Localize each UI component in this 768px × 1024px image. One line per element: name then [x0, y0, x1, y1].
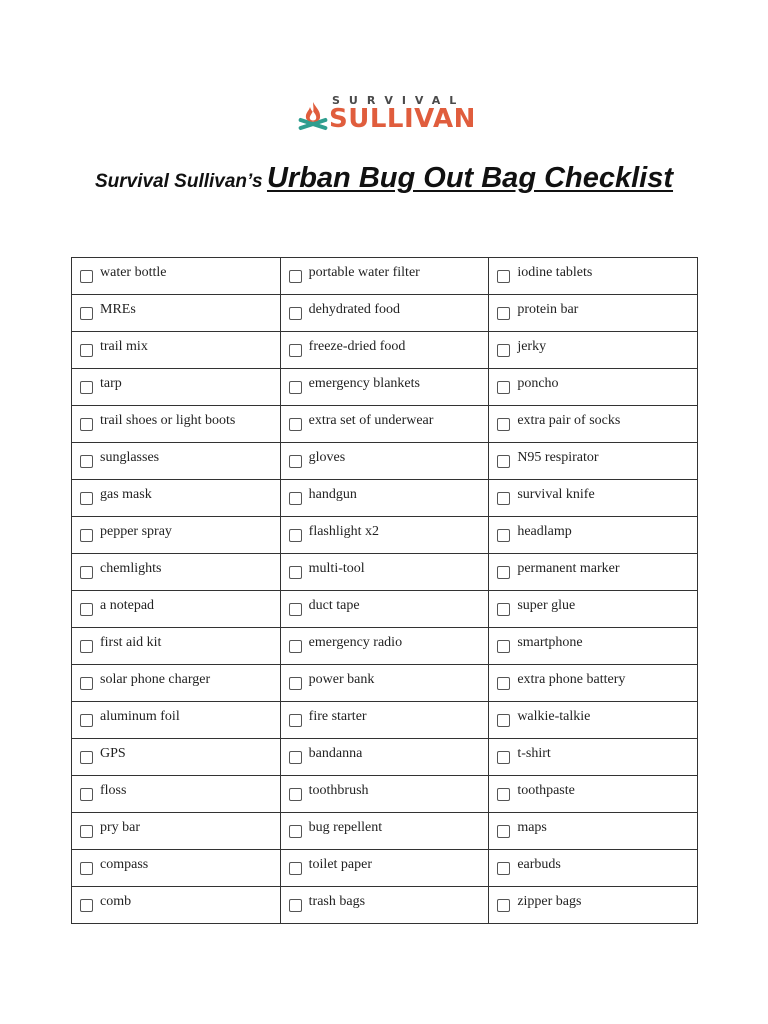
checklist-item — [489, 813, 697, 838]
checklist-item-label: toothpaste — [517, 783, 575, 798]
checklist-item — [72, 813, 280, 838]
checkbox[interactable] — [80, 344, 93, 357]
checklist-cell — [280, 850, 489, 887]
checklist-cell — [280, 739, 489, 776]
checklist-item-label: chemlights — [100, 561, 162, 576]
table-row — [72, 517, 698, 554]
checklist-item — [281, 258, 489, 283]
checklist-item-label: trail mix — [100, 339, 148, 354]
checkbox[interactable] — [80, 899, 93, 912]
checkbox[interactable] — [497, 603, 510, 616]
checklist-item-label: MREs — [100, 302, 136, 317]
checklist-cell — [280, 591, 489, 628]
checkbox[interactable] — [80, 825, 93, 838]
checklist-cell — [489, 813, 698, 850]
checklist-cell — [489, 591, 698, 628]
table-row — [72, 332, 698, 369]
table-row — [72, 295, 698, 332]
checklist-cell — [489, 480, 698, 517]
checklist-cell — [489, 258, 698, 295]
checkbox[interactable] — [80, 492, 93, 505]
checklist-cell — [280, 554, 489, 591]
checklist-table — [71, 257, 698, 924]
checklist-cell — [72, 628, 281, 665]
checklist-item-label: bandanna — [308, 746, 363, 761]
checklist-item — [281, 776, 489, 801]
checklist-item-label: floss — [100, 783, 127, 798]
checkbox[interactable] — [289, 788, 302, 801]
checklist-cell — [280, 369, 489, 406]
table-row — [72, 776, 698, 813]
checklist-item — [489, 406, 697, 431]
checklist-cell — [72, 665, 281, 702]
table-row — [72, 369, 698, 406]
checklist-item-label: water bottle — [100, 265, 167, 280]
checklist-item — [72, 332, 280, 357]
checklist-item — [489, 739, 697, 764]
checklist-cell — [280, 332, 489, 369]
checklist-item-label: emergency blankets — [308, 376, 420, 391]
checklist-item — [281, 295, 489, 320]
checklist-item — [489, 628, 697, 653]
checklist-cell — [72, 702, 281, 739]
checkbox[interactable] — [289, 492, 302, 505]
checklist-item-label: extra set of underwear — [308, 413, 434, 428]
checkbox[interactable] — [497, 307, 510, 320]
checklist-item-label: earbuds — [517, 857, 561, 872]
checkbox[interactable] — [289, 529, 302, 542]
checklist-cell — [489, 628, 698, 665]
checkbox[interactable] — [289, 455, 302, 468]
checklist-cell — [489, 850, 698, 887]
checkbox[interactable] — [80, 381, 93, 394]
checklist-item — [72, 591, 280, 616]
checklist-item — [489, 295, 697, 320]
checklist-item — [72, 665, 280, 690]
checklist-cell — [489, 369, 698, 406]
checkbox[interactable] — [80, 751, 93, 764]
checklist-item — [489, 776, 697, 801]
checklist-item-label: jerky — [517, 339, 547, 354]
checklist-item — [72, 887, 280, 912]
checkbox[interactable] — [80, 529, 93, 542]
checklist-item-label: survival knife — [517, 487, 595, 502]
checklist-cell — [72, 850, 281, 887]
checklist-item-label: power bank — [308, 672, 375, 687]
checklist-cell — [280, 665, 489, 702]
checkbox[interactable] — [497, 788, 510, 801]
checklist-item-label: gloves — [308, 450, 346, 465]
checkbox[interactable] — [80, 862, 93, 875]
checklist-item-label: iodine tablets — [517, 265, 593, 280]
checklist-cell — [489, 702, 698, 739]
checklist-item — [281, 702, 489, 727]
checklist-item-label: gas mask — [100, 487, 152, 502]
checklist-item-label: headlamp — [517, 524, 572, 539]
checklist-item-label: a notepad — [100, 598, 155, 613]
checkbox[interactable] — [289, 603, 302, 616]
checklist-cell — [489, 295, 698, 332]
checkbox[interactable] — [497, 899, 510, 912]
table-row — [72, 406, 698, 443]
checklist-cell — [72, 406, 281, 443]
checklist-item-label: smartphone — [517, 635, 583, 650]
checklist-item-label: portable water filter — [308, 265, 420, 280]
checklist-item — [72, 554, 280, 579]
table-row — [72, 591, 698, 628]
logo-top-word: SURVIVAL — [332, 94, 466, 107]
checklist-item-label: protein bar — [517, 302, 579, 317]
checklist-item-label: first aid kit — [100, 635, 162, 650]
checklist-item-label: compass — [100, 857, 149, 872]
checkbox[interactable] — [497, 455, 510, 468]
checklist-item-label: walkie-talkie — [517, 709, 591, 724]
checklist-cell — [280, 258, 489, 295]
checklist-item — [281, 369, 489, 394]
checklist-item-label: fire starter — [308, 709, 367, 724]
checklist-cell — [72, 295, 281, 332]
checkbox[interactable] — [289, 825, 302, 838]
checklist-cell — [489, 887, 698, 924]
checklist-cell — [489, 517, 698, 554]
checklist-item — [72, 739, 280, 764]
checklist-item — [489, 554, 697, 579]
checklist-item-label: trash bags — [308, 894, 366, 909]
checkbox[interactable] — [80, 788, 93, 801]
checklist-cell — [489, 739, 698, 776]
checklist-item-label: emergency radio — [308, 635, 403, 650]
checklist-item-label: aluminum foil — [100, 709, 180, 724]
table-row — [72, 702, 698, 739]
checkbox[interactable] — [497, 640, 510, 653]
checklist-item — [281, 443, 489, 468]
checkbox[interactable] — [80, 677, 93, 690]
checklist-cell — [72, 776, 281, 813]
checklist-item-label: flashlight x2 — [308, 524, 380, 539]
checklist-item — [489, 258, 697, 283]
checklist-item — [72, 628, 280, 653]
checkbox[interactable] — [289, 418, 302, 431]
checklist-cell — [489, 776, 698, 813]
checklist-item — [281, 406, 489, 431]
checklist-cell — [72, 480, 281, 517]
checklist-item — [72, 517, 280, 542]
checklist-cell — [489, 665, 698, 702]
checklist-item — [489, 591, 697, 616]
checklist-item-label: duct tape — [308, 598, 360, 613]
checklist-cell — [280, 295, 489, 332]
checkbox[interactable] — [289, 677, 302, 690]
checklist-cell — [72, 332, 281, 369]
checkbox[interactable] — [289, 344, 302, 357]
checkbox[interactable] — [289, 714, 302, 727]
checkbox[interactable] — [289, 270, 302, 283]
logo-main-word: SULLIVAN — [329, 104, 476, 134]
checklist-item — [489, 517, 697, 542]
checkbox[interactable] — [289, 381, 302, 394]
checklist-item — [72, 258, 280, 283]
checklist-item — [281, 665, 489, 690]
checkbox[interactable] — [497, 344, 510, 357]
survival-sullivan-logo — [296, 96, 476, 136]
checklist-item — [72, 369, 280, 394]
checklist-cell — [72, 517, 281, 554]
checkbox[interactable] — [497, 492, 510, 505]
checklist-item — [72, 480, 280, 505]
checkbox[interactable] — [289, 862, 302, 875]
checklist-item-label: freeze-dried food — [308, 339, 406, 354]
checklist-cell — [72, 887, 281, 924]
checklist-item — [489, 887, 697, 912]
checklist-item — [281, 591, 489, 616]
table-row — [72, 813, 698, 850]
checklist-item — [281, 480, 489, 505]
checkbox[interactable] — [80, 714, 93, 727]
checkbox[interactable] — [497, 270, 510, 283]
checklist-item-label: t-shirt — [517, 746, 551, 761]
checkbox[interactable] — [289, 566, 302, 579]
checklist-item — [281, 887, 489, 912]
checkbox[interactable] — [289, 751, 302, 764]
checklist-item — [489, 665, 697, 690]
checklist-cell — [280, 813, 489, 850]
table-row — [72, 850, 698, 887]
checklist-item — [281, 554, 489, 579]
checklist-item-label: pry bar — [100, 820, 141, 835]
table-row — [72, 443, 698, 480]
checklist-item — [72, 295, 280, 320]
table-row — [72, 554, 698, 591]
checklist-cell — [72, 554, 281, 591]
checkbox[interactable] — [80, 455, 93, 468]
checklist-item-label: trail shoes or light boots — [100, 413, 236, 428]
checklist-cell — [72, 369, 281, 406]
checklist-item — [489, 702, 697, 727]
checklist-item-label: dehydrated food — [308, 302, 401, 317]
title-main: Urban Bug Out Bag Checklist — [266, 162, 674, 194]
checkbox[interactable] — [497, 714, 510, 727]
checklist-cell — [280, 480, 489, 517]
campfire-icon — [296, 98, 330, 134]
table-row — [72, 739, 698, 776]
checklist-item — [489, 443, 697, 468]
checklist-item-label: tarp — [100, 376, 122, 391]
checkbox[interactable] — [497, 566, 510, 579]
checkbox[interactable] — [497, 529, 510, 542]
checklist-item — [72, 443, 280, 468]
checklist-cell — [280, 628, 489, 665]
checkbox[interactable] — [80, 640, 93, 653]
checkbox[interactable] — [497, 862, 510, 875]
checklist-item-label: multi-tool — [308, 561, 365, 576]
checklist-item — [281, 332, 489, 357]
checklist-cell — [280, 887, 489, 924]
checkbox[interactable] — [80, 270, 93, 283]
checklist-item-label: toilet paper — [308, 857, 373, 872]
checkbox[interactable] — [80, 307, 93, 320]
page-title — [0, 162, 768, 195]
checklist-cell — [72, 443, 281, 480]
checklist-item-label: bug repellent — [308, 820, 383, 835]
checklist-item-label: GPS — [100, 746, 126, 761]
checklist-item — [281, 739, 489, 764]
checklist-item — [281, 517, 489, 542]
checklist-item — [489, 850, 697, 875]
checklist-item — [72, 850, 280, 875]
checklist-item-label: poncho — [517, 376, 559, 391]
checklist-item-label: pepper spray — [100, 524, 172, 539]
checklist-item-label: permanent marker — [517, 561, 620, 576]
checklist-cell — [280, 406, 489, 443]
checklist-cell — [489, 332, 698, 369]
checkbox[interactable] — [289, 899, 302, 912]
checklist-cell — [72, 591, 281, 628]
checklist-cell — [489, 406, 698, 443]
checklist-item — [72, 406, 280, 431]
table-row — [72, 628, 698, 665]
checklist-item-label: sunglasses — [100, 450, 160, 465]
checklist-item-label: super glue — [517, 598, 576, 613]
checkbox[interactable] — [80, 566, 93, 579]
checklist-item — [281, 813, 489, 838]
checkbox[interactable] — [80, 603, 93, 616]
table-row — [72, 665, 698, 702]
checklist-cell — [72, 258, 281, 295]
checkbox[interactable] — [497, 751, 510, 764]
title-prefix: Survival Sullivan’s — [94, 171, 263, 192]
table-row — [72, 258, 698, 295]
checklist-cell — [72, 739, 281, 776]
checklist-cell — [280, 702, 489, 739]
checkbox[interactable] — [80, 418, 93, 431]
checklist-cell — [489, 554, 698, 591]
checkbox[interactable] — [497, 418, 510, 431]
checklist-item-label: toothbrush — [308, 783, 369, 798]
checklist-cell — [280, 776, 489, 813]
checklist-cell — [280, 443, 489, 480]
checklist-item — [72, 776, 280, 801]
checklist-item — [489, 480, 697, 505]
checklist-item — [281, 850, 489, 875]
checklist-item-label: maps — [517, 820, 547, 835]
checklist-item-label: N95 respirator — [517, 450, 599, 465]
checklist-item-label: zipper bags — [517, 894, 582, 909]
checklist-item — [489, 332, 697, 357]
checkbox[interactable] — [497, 381, 510, 394]
checklist-item-label: extra phone battery — [517, 672, 626, 687]
checklist-item-label: solar phone charger — [100, 672, 211, 687]
checklist-item-label: extra pair of socks — [517, 413, 621, 428]
checkbox[interactable] — [497, 677, 510, 690]
checklist-item — [489, 369, 697, 394]
table-row — [72, 887, 698, 924]
checkbox[interactable] — [289, 640, 302, 653]
table-row — [72, 480, 698, 517]
checklist-cell — [72, 813, 281, 850]
checklist-item-label: comb — [100, 894, 132, 909]
checklist-item — [281, 628, 489, 653]
checkbox[interactable] — [289, 307, 302, 320]
checklist-item-label: handgun — [308, 487, 357, 502]
checkbox[interactable] — [497, 825, 510, 838]
checklist-item — [72, 702, 280, 727]
checklist-cell — [489, 443, 698, 480]
checklist-cell — [280, 517, 489, 554]
